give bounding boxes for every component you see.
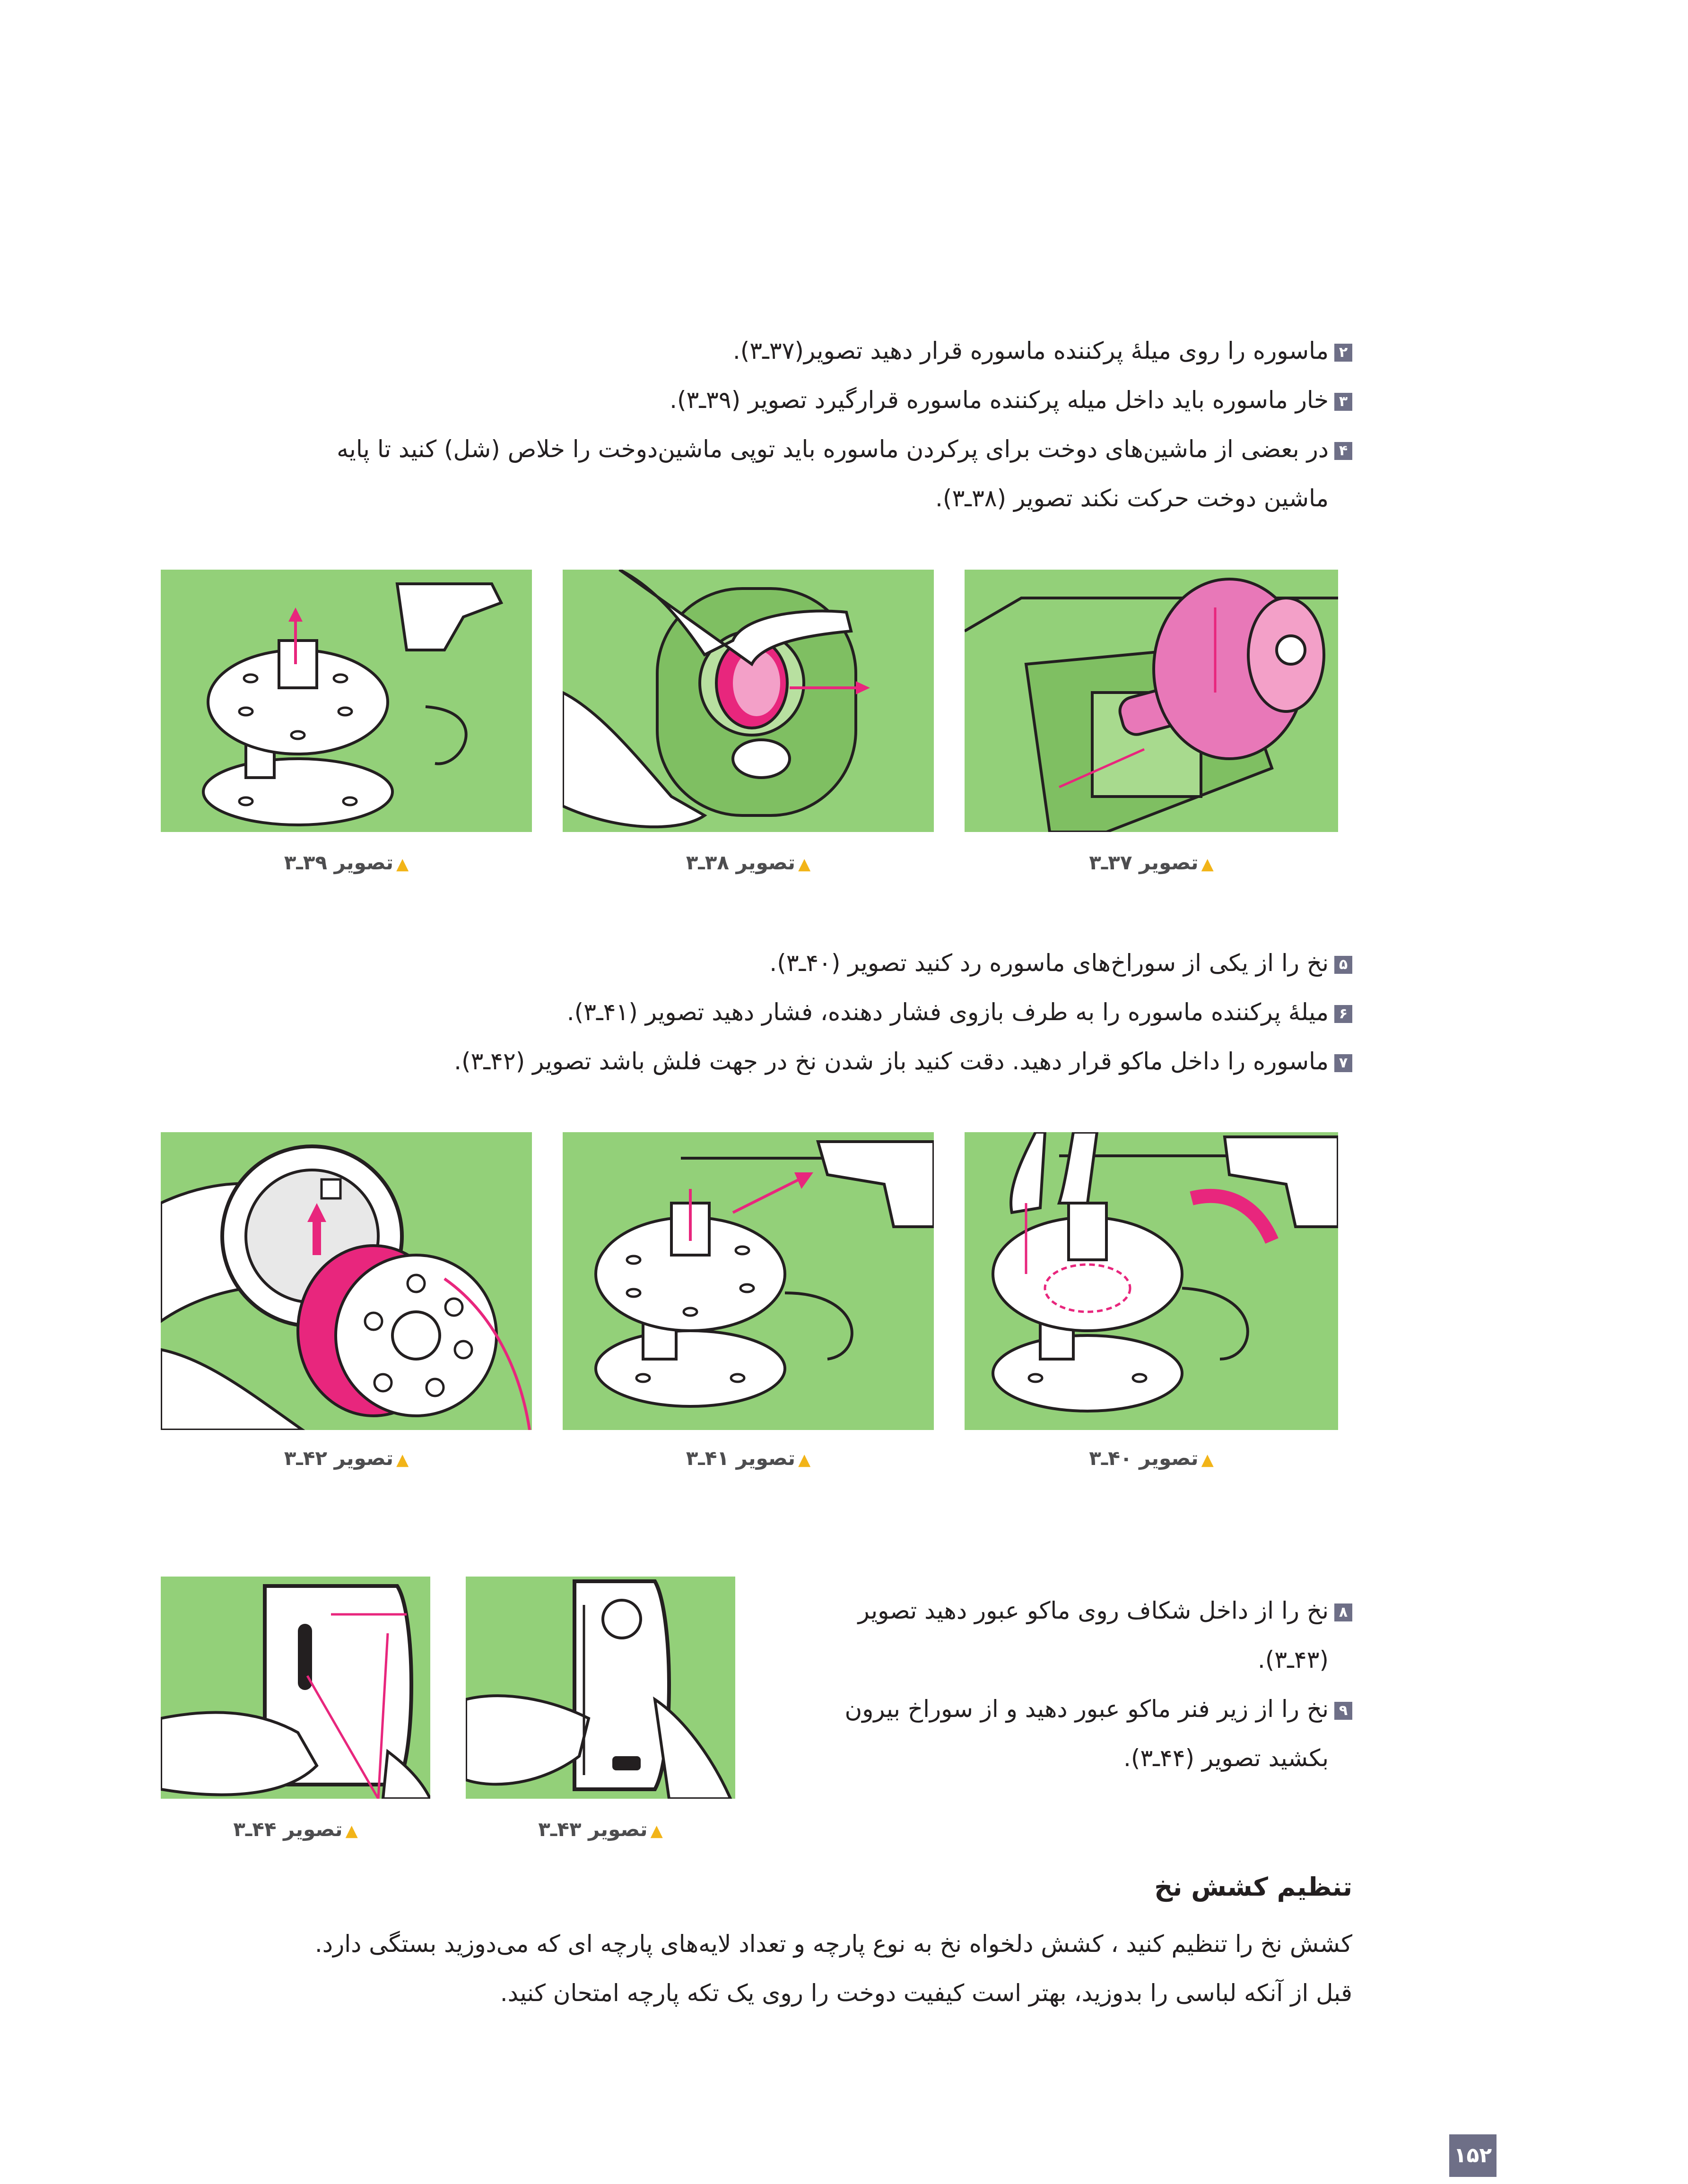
- triangle-icon: ▲: [1201, 855, 1214, 874]
- caption-row2-left: ▲تصویر ۴۲ـ۳: [284, 1447, 409, 1470]
- triangle-icon: ▲: [798, 855, 811, 874]
- section-heading: تنظیم کشش نخ: [1154, 1872, 1352, 1902]
- steps-block-b: [454, 938, 1352, 1086]
- figure-3-41-push-winder-spindle: [563, 1132, 934, 1430]
- caption-row3-left: ▲تصویر ۴۴ـ۳: [233, 1818, 358, 1841]
- step-2: ۲ماسوره را روی میلهٔ پرکننده ماسوره قرار دهید تصویر(۳۷ـ۳).: [337, 326, 1352, 375]
- triangle-icon: ▲: [396, 855, 409, 874]
- caption-row2-middle: ▲تصویر ۴۱ـ۳: [686, 1447, 811, 1470]
- caption-row1-middle: ▲تصویر ۳۸ـ۳: [686, 851, 811, 874]
- step-6: ۶میلهٔ پرکننده ماسوره را به طرف بازوی فشار دهنده، فشار دهید تصویر (۴۱ـ۳).: [454, 988, 1352, 1037]
- step-3: ۳خار ماسوره باید داخل میله پرکننده ماسوره قرارگیرد تصویر (۳۹ـ۳).: [337, 375, 1352, 425]
- section-text: [315, 1919, 1352, 2018]
- triangle-icon: ▲: [345, 1821, 358, 1840]
- figure-3-39-bobbin-on-winder: [161, 570, 532, 832]
- triangle-icon: ▲: [396, 1450, 409, 1469]
- step-number-badge: ۲: [1334, 344, 1352, 362]
- triangle-icon: ▲: [650, 1821, 663, 1840]
- step-8: ۸نخ را از داخل شکاف روی ماکو عبور دهید تصویر: [844, 1586, 1352, 1635]
- section-line-2: قبل از آنکه لباسی را بدوزید، بهتر است کیفیت دوخت را روی یک تکه پارچه امتحان کنید.: [500, 1979, 1352, 2007]
- step-number-badge: ۴: [1334, 442, 1352, 460]
- steps-block-a: [337, 326, 1352, 523]
- step-5: ۵نخ را از یکی از سوراخ‌های ماسوره رد کنید تصویر (۴۰ـ۳).: [454, 938, 1352, 988]
- step-7: ۷ماسوره را داخل ماکو قرار دهید. دقت کنید باز شدن نخ در جهت فلش باشد تصویر (۴۲ـ۳).: [454, 1037, 1352, 1086]
- step-number-badge: ۵: [1334, 956, 1352, 974]
- figure-3-38-handwheel-release: [563, 570, 934, 832]
- step-number-badge: ۶: [1334, 1005, 1352, 1023]
- figure-3-42-bobbin-into-case: [161, 1132, 532, 1430]
- page-number: ۱۵۲: [1449, 2134, 1497, 2177]
- step-9: ۹نخ را از زیر فنر ماکو عبور دهید و از سوراخ بیرون: [844, 1684, 1352, 1733]
- caption-row2-right: ▲تصویر ۴۰ـ۳: [1089, 1447, 1214, 1470]
- step-4-continued: ماشین دوخت حرکت نکند تصویر (۳۸ـ۳).: [935, 485, 1329, 512]
- figure-3-44-pull-thread-out: [161, 1577, 430, 1799]
- step-number-badge: ۷: [1334, 1054, 1352, 1072]
- steps-block-c: [844, 1586, 1352, 1783]
- section-line-1: کشش نخ را تنظیم کنید ، کشش دلخواه نخ به نوع پارچه و تعداد لایه‌های پارچه ای که می‌دوزید بستگی دارد.: [314, 1930, 1352, 1958]
- step-number-badge: ۸: [1334, 1603, 1352, 1621]
- caption-row1-right: ▲تصویر ۳۷ـ۳: [1089, 851, 1214, 874]
- triangle-icon: ▲: [798, 1450, 811, 1469]
- step-9-continued: بکشید تصویر (۴۴ـ۳).: [1123, 1744, 1329, 1772]
- step-number-badge: ۳: [1334, 393, 1352, 411]
- figure-3-40-thread-through-hole: [965, 1132, 1338, 1430]
- step-8-continued: (۴۳ـ۳).: [1257, 1646, 1329, 1673]
- step-number-badge: ۹: [1334, 1702, 1352, 1720]
- figure-3-43-thread-through-slot: [466, 1577, 735, 1799]
- figure-3-37-bobbin-placement: [965, 570, 1338, 832]
- triangle-icon: ▲: [1201, 1450, 1214, 1469]
- caption-row1-left: ▲تصویر ۳۹ـ۳: [284, 851, 409, 874]
- caption-row3-right: ▲تصویر ۴۳ـ۳: [538, 1818, 663, 1841]
- step-4: ۴در بعضی از ماشین‌های دوخت برای پرکردن ماسوره باید توپی ماشین‌دوخت را خلاص (شل) کنید تا پایه: [337, 425, 1352, 474]
